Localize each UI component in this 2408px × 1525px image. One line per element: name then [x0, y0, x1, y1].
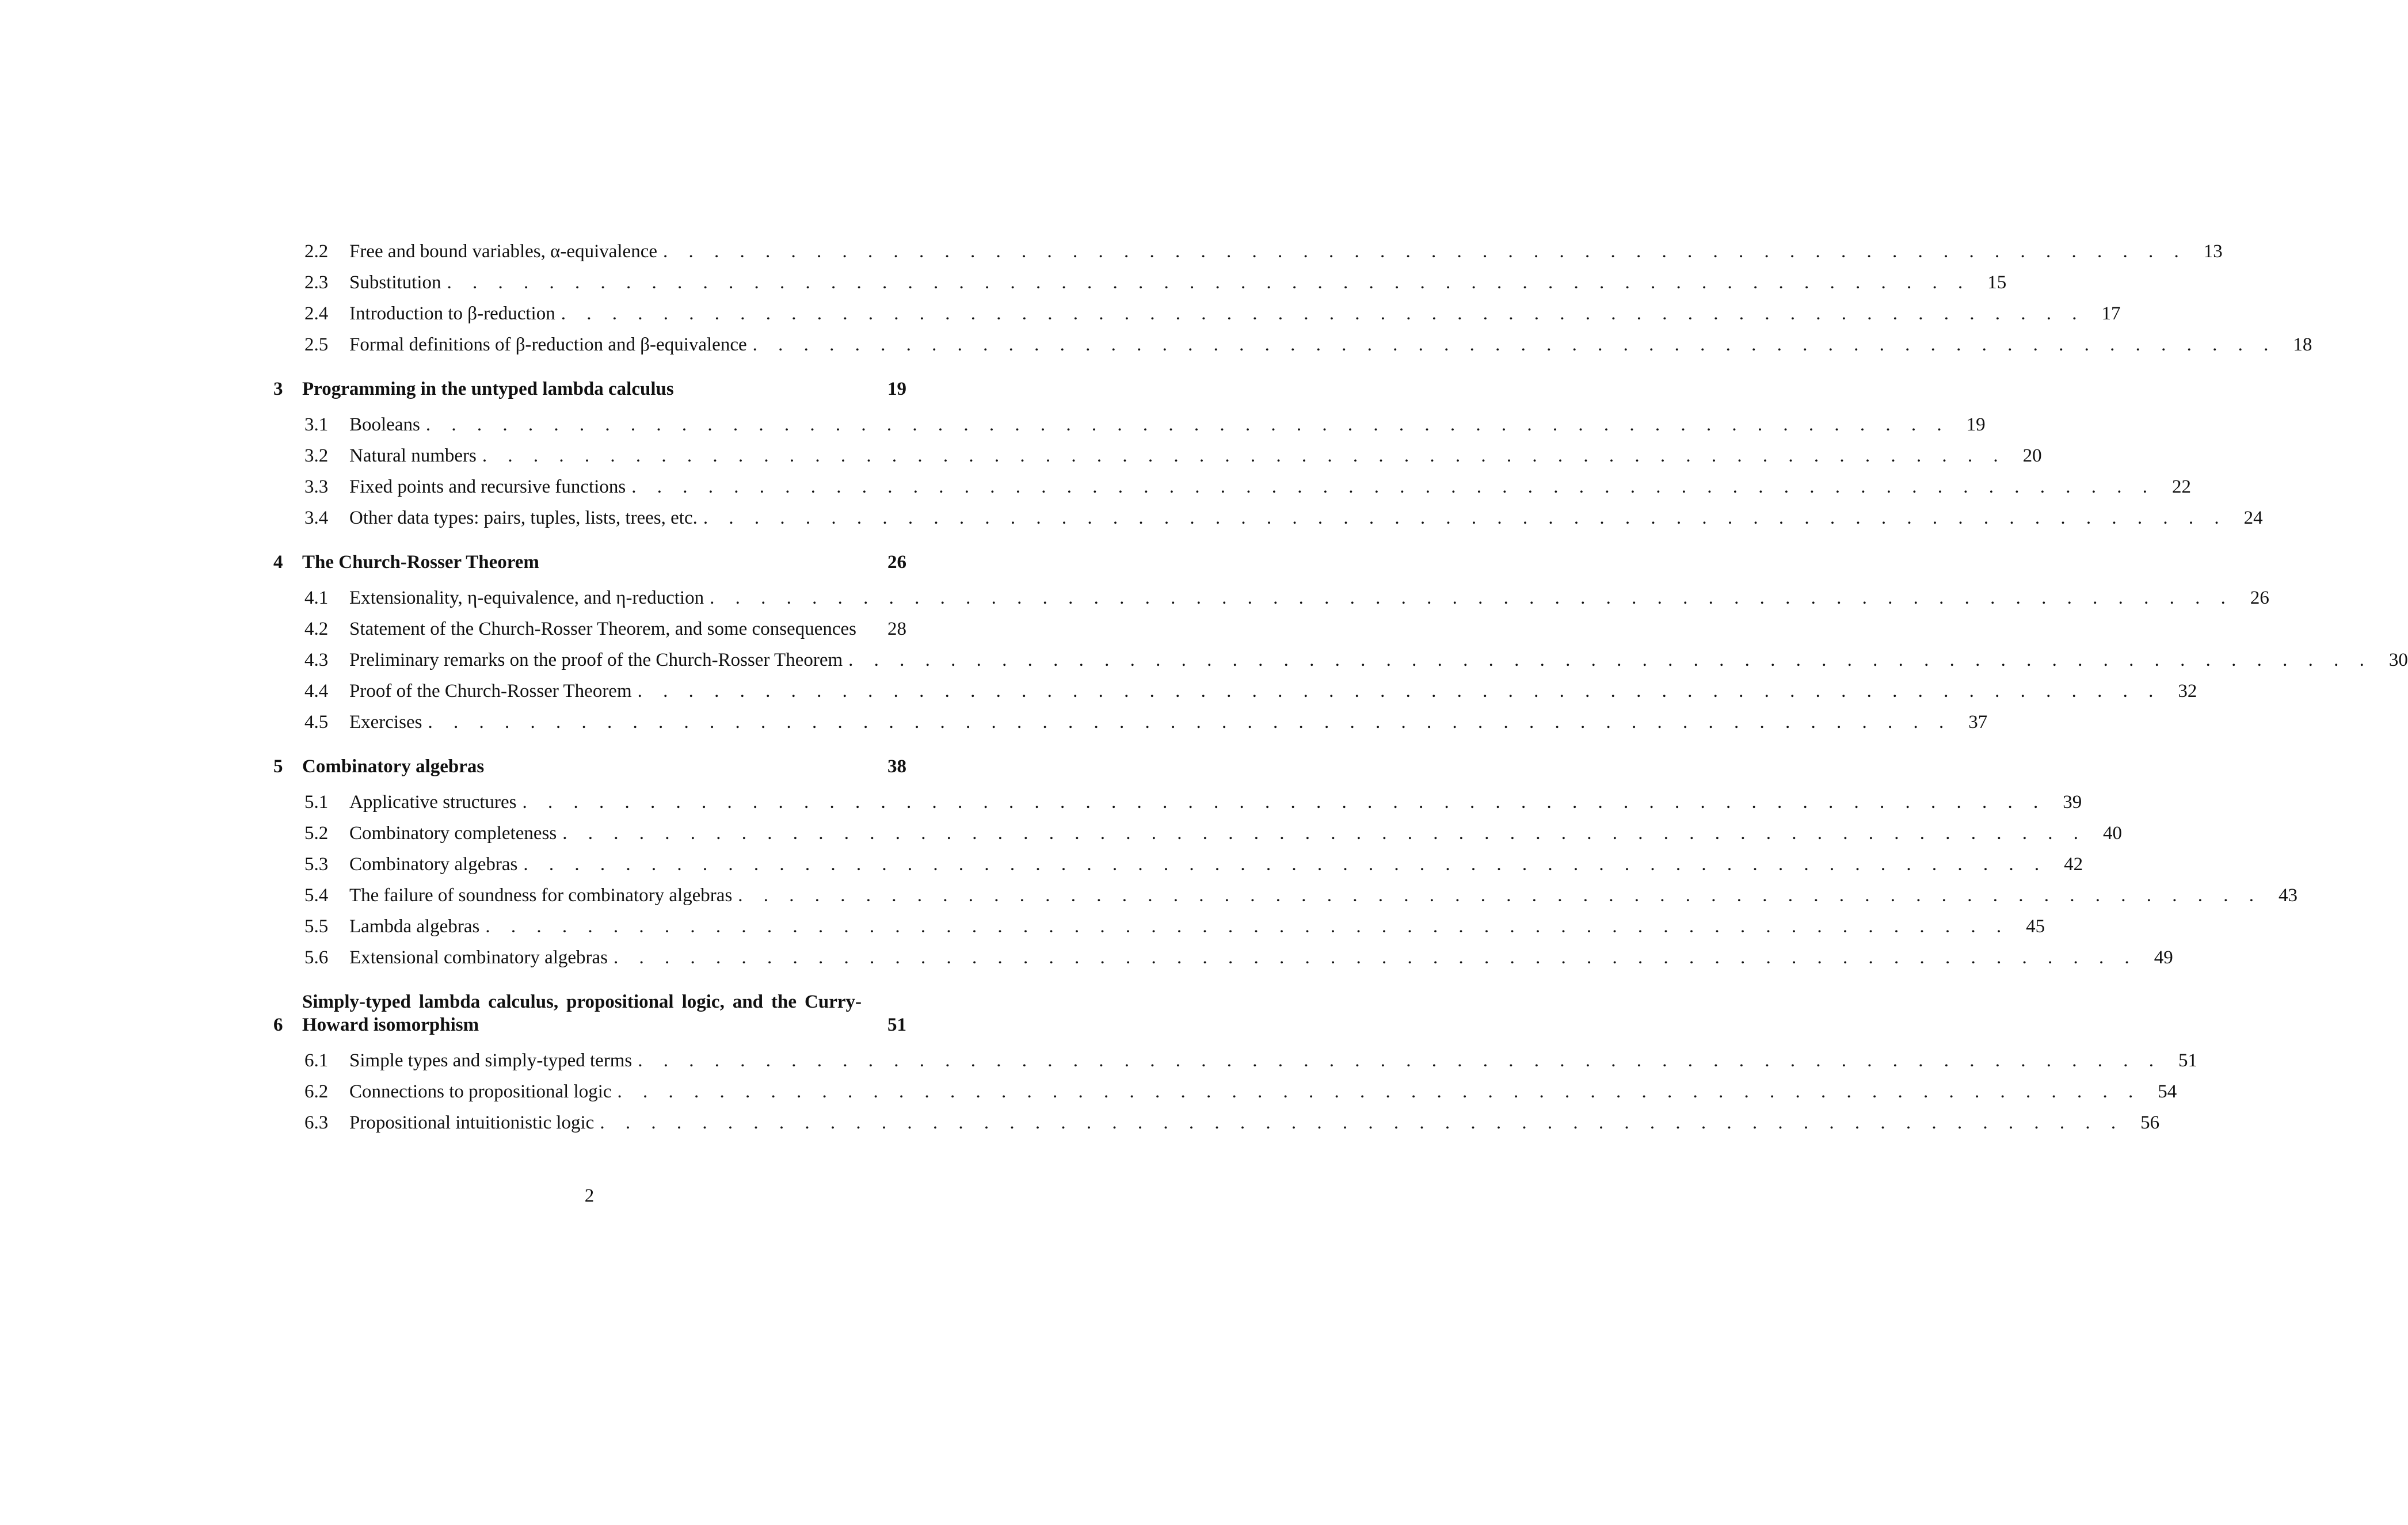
dot-leader: . . . . . . . . . . . . . . . . . . . . . . . . . . . . . . . . . . . . . . . . . . . . . . . . . . . . . . . . . . . . [561, 303, 2085, 324]
toc-entry[interactable] [273, 1045, 2198, 1076]
toc-entry[interactable] [273, 818, 2122, 849]
toc-chapter-heading[interactable] [273, 755, 906, 778]
section-page: 30 [2388, 650, 2408, 670]
section-number: 5.3 [304, 854, 329, 875]
chapter-page: 19 [887, 379, 906, 399]
toc-chapter-heading[interactable] [273, 378, 906, 401]
section-title: Extensionality, η-equivalence, and η-reduction [349, 588, 704, 608]
toc-chapter-group [273, 990, 2198, 1138]
section-number: 4.5 [304, 712, 329, 733]
section-number: 3.2 [304, 445, 329, 466]
section-title: Applicative structures [349, 792, 517, 813]
toc-entry[interactable] [273, 1076, 2177, 1107]
section-title: Preliminary remarks on the proof of the Church-Rosser Theorem [349, 650, 843, 670]
dot-leader: . . . . . . . . . . . . . . . . . . . . . . . . . . . . . . . . . . . . . . . . . . . . . . . . . . . . . . . . . . . . [738, 885, 2262, 906]
section-page: 17 [2101, 303, 2121, 324]
toc-entry[interactable] [273, 298, 2121, 329]
section-number: 2.3 [304, 272, 329, 293]
section-number: 6.1 [304, 1050, 329, 1071]
section-number: 6.2 [304, 1081, 329, 1102]
toc-chapter-group [273, 236, 2312, 360]
dot-leader: . . . . . . . . . . . . . . . . . . . . . . . . . . . . . . . . . . . . . . . . . . . . . . . . . . . . . . . . . . . . [614, 947, 2138, 968]
section-number: 5.4 [304, 885, 329, 906]
toc-entry[interactable] [273, 502, 2263, 533]
dot-leader: . . . . . . . . . . . . . . . . . . . . . . . . . . . . . . . . . . . . . . . . . . . . . . . . . . . . . . . . . . . . [562, 823, 2086, 844]
section-page: 15 [1987, 272, 2007, 293]
section-page: 19 [1966, 414, 1986, 435]
chapter-number: 4 [273, 552, 283, 573]
dot-leader: . . . . . . . . . . . . . . . . . . . . . . . . . . . . . . . . . . . . . . . . . . . . . . . . . . . . . . . . . . . . [752, 334, 2277, 355]
section-number: 4.2 [304, 619, 329, 639]
section-page: 26 [2250, 588, 2269, 608]
section-title: Connections to propositional logic [349, 1081, 612, 1102]
section-number: 5.1 [304, 792, 329, 813]
section-title: Statement of the Church-Rosser Theorem, and some consequences [349, 619, 856, 639]
toc-entry[interactable] [273, 613, 906, 645]
section-number: 4.3 [304, 650, 329, 670]
section-number: 4.1 [304, 588, 329, 608]
toc-entry[interactable] [273, 582, 2269, 613]
toc-entry[interactable] [273, 267, 2007, 298]
section-title: Other data types: pairs, tuples, lists, trees, etc. [349, 508, 698, 528]
dot-leader: . . . . . . . . . . . . . . . . . . . . . . . . . . . . . . . . . . . . . . . . . . . . . . . . . . . . . . . . . . . . [485, 916, 2010, 937]
section-page: 49 [2154, 947, 2173, 968]
dot-leader: . . . . . . . . . . . . . . . . . . . . . . . . . . . . . . . . . . . . . . . . . . . . . . . . . . . . . . . . . . . . [482, 445, 2006, 466]
toc-chapter-group [273, 551, 2408, 738]
chapter-page: 26 [887, 552, 906, 573]
section-title: Combinatory completeness [349, 823, 557, 844]
dot-leader: . . . . . . . . . . . . . . . . . . . . . . . . . . . . . . . . . . . . . . . . . . . . . . . . . . . . . . . . . . . . [638, 1050, 2162, 1071]
toc-chapter-group [273, 755, 2298, 973]
toc-entry[interactable] [273, 676, 2197, 707]
section-title: Simple types and simply-typed terms [349, 1050, 633, 1071]
section-title: Introduction to β-reduction [349, 303, 555, 324]
section-title: The failure of soundness for combinatory algebras [349, 885, 733, 906]
section-number: 5.2 [304, 823, 329, 844]
dot-leader: . . . . . . . . . . . . . . . . . . . . . . . . . . . . . . . . . . . . . . . . . . . . . . . . . . . . . . . . . . . . [703, 508, 2227, 528]
section-page: 51 [2178, 1050, 2198, 1071]
section-page: 13 [2203, 241, 2223, 262]
chapter-number: 3 [273, 379, 283, 399]
dot-leader: . . . . . . . . . . . . . . . . . . . . . . . . . . . . . . . . . . . . . . . . . . . . . . . . . . . . . . . . . . . . [710, 588, 2234, 608]
toc-chapter-group [273, 378, 2263, 533]
dot-leader: . . . . . . . . . . . . . . . . . . . . . . . . . . . . . . . . . . . . . . . . . . . . . . . . . . . . . . . . . . . . [637, 681, 2162, 702]
toc-entry[interactable] [273, 880, 2298, 911]
section-title: Proof of the Church-Rosser Theorem [349, 681, 632, 702]
section-title: Propositional intuitionistic logic [349, 1112, 595, 1133]
section-page: 37 [1968, 712, 1988, 733]
chapter-title: Programming in the untyped lambda calculus [302, 379, 674, 399]
page-number: 2 [584, 1185, 595, 1206]
toc-entry[interactable] [273, 849, 2083, 880]
dot-leader: . . . . . . . . . . . . . . . . . . . . . . . . . . . . . . . . . . . . . . . . . . . . . . . . . . . . . . . . . . . . [600, 1112, 2124, 1133]
section-page: 24 [2243, 508, 2263, 528]
section-title: Substitution [349, 272, 441, 293]
dot-leader: . . . . . . . . . . . . . . . . . . . . . . . . . . . . . . . . . . . . . . . . . . . . . . . . . . . . . . . . . . . . [425, 414, 1950, 435]
dot-leader: . . . . . . . . . . . . . . . . . . . . . . . . . . . . . . . . . . . . . . . . . . . . . . . . . . . . . . . . . . . . [617, 1081, 2142, 1102]
section-page: 42 [2064, 854, 2083, 875]
toc-entry[interactable] [273, 236, 2223, 267]
chapter-title: Simply-typed lambda calculus, propositional logic, and the Curry-Howard isomorphism [302, 992, 862, 1035]
toc-entry[interactable] [273, 645, 2408, 676]
section-number: 3.1 [304, 414, 329, 435]
section-number: 5.6 [304, 947, 329, 968]
section-page: 43 [2279, 885, 2298, 906]
section-title: Fixed points and recursive functions [349, 476, 626, 497]
section-title: Booleans [349, 414, 420, 435]
section-number: 5.5 [304, 916, 329, 937]
section-title: Free and bound variables, α-equivalence [349, 241, 657, 262]
table-of-contents [273, 236, 2408, 1156]
section-title: Formal definitions of β-reduction and β-equivalence [349, 334, 747, 355]
section-title: Exercises [349, 712, 422, 733]
toc-chapter-heading[interactable] [273, 551, 906, 574]
section-number: 2.2 [304, 241, 329, 262]
section-number: 6.3 [304, 1112, 329, 1133]
toc-entry[interactable] [273, 707, 1988, 738]
toc-entry[interactable] [273, 329, 2312, 360]
dot-leader: . . . . . . . . . . . . . . . . . . . . . . . . . . . . . . . . . . . . . . . . . . . . . . . . . . . . . . . . . . . . [447, 272, 1971, 293]
dot-leader: . . . . . . . . . . . . . . . . . . . . . . . . . . . . . . . . . . . . . . . . . . . . . . . . . . . . . . . . . . . . [848, 650, 2372, 670]
section-title: Natural numbers [349, 445, 477, 466]
dot-leader: . . . . . . . . . . . . . . . . . . . . . . . . . . . . . . . . . . . . . . . . . . . . . . . . . . . . . . . . . . . . [663, 241, 2187, 262]
dot-leader: . . . . . . . . . . . . . . . . . . . . . . . . . . . . . . . . . . . . . . . . . . . . . . . . . . . . . . . . . . . . [522, 792, 2047, 813]
toc-entry[interactable] [273, 409, 1986, 440]
section-title: Combinatory algebras [349, 854, 518, 875]
section-page: 22 [2172, 476, 2191, 497]
toc-entry[interactable] [273, 440, 2042, 471]
chapter-title: The Church-Rosser Theorem [302, 552, 539, 573]
section-page: 20 [2022, 445, 2042, 466]
section-page: 56 [2140, 1112, 2160, 1133]
chapter-number: 5 [273, 756, 283, 777]
toc-entry[interactable] [273, 1107, 2160, 1138]
section-number: 2.4 [304, 303, 329, 324]
section-title: Lambda algebras [349, 916, 480, 937]
toc-entry[interactable] [273, 911, 2045, 942]
toc-entry[interactable] [273, 471, 2191, 502]
dot-leader: . . . . . . . . . . . . . . . . . . . . . . . . . . . . . . . . . . . . . . . . . . . . . . . . . . . . . . . . . . . . [523, 854, 2048, 875]
section-number: 3.4 [304, 508, 329, 528]
section-title: Extensional combinatory algebras [349, 947, 608, 968]
chapter-number: 6 [273, 1015, 283, 1035]
chapter-page: 51 [887, 1015, 906, 1035]
dot-leader: . . . . . . . . . . . . . . . . . . . . . . . . . . . . . . . . . . . . . . . . . . . . . . . . . . . . . . . . . . . . [631, 476, 2155, 497]
section-page: 54 [2158, 1081, 2177, 1102]
toc-entry[interactable] [273, 942, 2173, 973]
section-page: 45 [2026, 916, 2045, 937]
section-page: 28 [887, 619, 906, 639]
section-number: 3.3 [304, 476, 329, 497]
chapter-page: 38 [887, 756, 906, 777]
toc-entry[interactable] [273, 787, 2082, 818]
section-page: 32 [2178, 681, 2197, 702]
toc-chapter-heading[interactable] [273, 990, 906, 1036]
chapter-title: Combinatory algebras [302, 756, 485, 777]
dot-leader: . . . . . . . . . . . . . . . . . . . . . . . . . . . . . . . . . . . . . . . . . . . . . . . . . . . . . . . . . . . . [428, 712, 1952, 733]
section-number: 4.4 [304, 681, 329, 702]
section-page: 39 [2063, 792, 2082, 813]
section-number: 2.5 [304, 334, 329, 355]
section-page: 40 [2102, 823, 2122, 844]
section-page: 18 [2293, 334, 2312, 355]
